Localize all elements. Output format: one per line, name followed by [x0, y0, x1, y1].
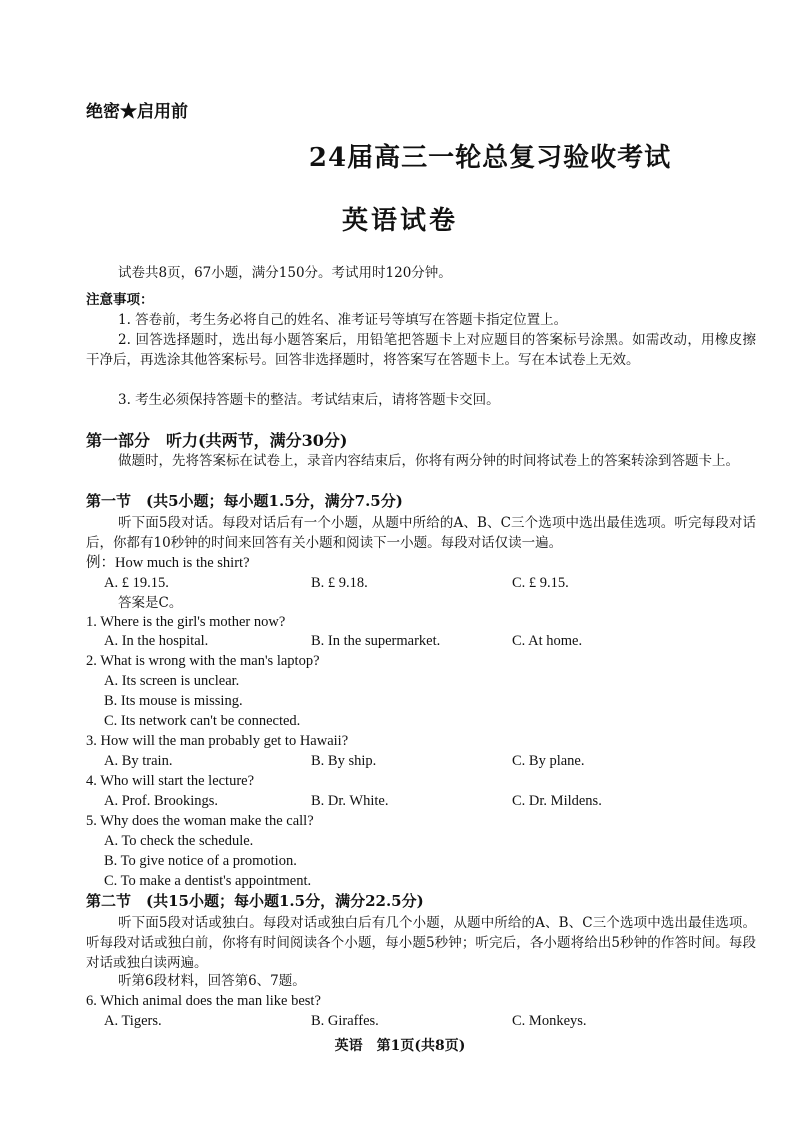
note-item-3: 3. 考生必须保持答题卡的整洁。考试结束后，请将答题卡交回。 [118, 392, 500, 408]
q2-option-c: C. Its network can't be connected. [104, 713, 301, 729]
example-question: 例：How much is the shirt? [86, 555, 250, 571]
q3-option-c: C. By plane. [512, 753, 585, 769]
question-5: 5. Why does the woman make the call? [86, 813, 314, 829]
example-option-b: B. £ 9.18. [311, 575, 368, 591]
section1-heading: 第一节 (共5小题；每小题1.5分，满分7.5分) [86, 492, 403, 510]
q3-option-a: A. By train. [104, 753, 173, 769]
q5-option-a: A. To check the schedule. [104, 833, 254, 849]
question-4: 4. Who will start the lecture? [86, 773, 255, 789]
q1-option-c: C. At home. [512, 633, 583, 649]
example-option-a: A. £ 19.15. [104, 575, 169, 591]
q4-option-b: B. Dr. White. [311, 793, 389, 809]
q5-option-b: B. To give notice of a promotion. [104, 853, 297, 869]
notes-heading: 注意事项： [86, 292, 154, 308]
paper-title: 英语试卷 [341, 206, 458, 236]
exam-title: 24届高三一轮总复习验收考试 [308, 143, 672, 173]
confidential-label: 绝密★启用前 [86, 102, 188, 122]
q2-option-a: A. Its screen is unclear. [104, 673, 240, 689]
q4-option-a: A. Prof. Brookings. [104, 793, 218, 809]
material-note: 听第6段材料，回答第6、7题。 [118, 973, 306, 989]
q6-option-a: A. Tigers. [104, 1013, 162, 1029]
question-1: 1. Where is the girl's mother now? [86, 614, 286, 630]
part1-heading: 第一部分 听力(共两节，满分30分) [86, 431, 348, 450]
page-footer: 英语 第1页(共8页) [334, 1038, 466, 1054]
exam-intro: 试卷共8页，67小题，满分150分。考试用时120分钟。 [118, 265, 452, 281]
example-answer: 答案是C。 [118, 595, 183, 611]
q2-option-b: B. Its mouse is missing. [104, 693, 243, 709]
question-3: 3. How will the man probably get to Hawaii? [86, 733, 349, 749]
q6-option-c: C. Monkeys. [512, 1013, 587, 1029]
example-option-c: C. £ 9.15. [512, 575, 569, 591]
part1-instructions: 做题时，先将答案标在试卷上，录音内容结束后，你将有两分钟的时间将试卷上的答案转涂到答题卡上。 [118, 453, 739, 469]
q5-option-c: C. To make a dentist's appointment. [104, 873, 312, 889]
question-2: 2. What is wrong with the man's laptop? [86, 653, 320, 669]
section2-instructions: 听下面5段对话或独白。每段对话或独白后有几个小题，从题中所给的A、B、C三个选项中选出最佳选项。听每段对话或独白前，你将有时间阅读各个小题，每小题5秒钟；听完后，各小题将给出5秒钟的作答时间。每段对话或独白读两遍。 [86, 915, 756, 971]
q3-option-b: B. By ship. [311, 753, 377, 769]
q1-option-b: B. In the supermarket. [311, 633, 441, 649]
q6-option-b: B. Giraffes. [311, 1013, 379, 1029]
q1-option-a: A. In the hospital. [104, 633, 209, 649]
q4-option-c: C. Dr. Mildens. [512, 793, 602, 809]
note-item-1: 1. 答卷前，考生务必将自己的姓名、准考证号等填写在答题卡指定位置上。 [118, 312, 568, 328]
note-item-2: 2. 回答选择题时，选出每小题答案后，用铅笔把答题卡上对应题目的答案标号涂黑。如需改动，用橡皮擦干净后，再选涂其他答案标号。回答非选择题时，将答案写在答题卡上。写在本试卷上无效。 [86, 332, 756, 368]
question-6: 6. Which animal does the man like best? [86, 993, 321, 1009]
section1-instructions: 听下面5段对话。每段对话后有一个小题，从题中所给的A、B、C三个选项中选出最佳选项。听完每段对话后，你都有10秒钟的时间来回答有关小题和阅读下一小题。每段对话仅读一遍。 [86, 515, 756, 551]
section2-heading: 第二节 (共15小题；每小题1.5分，满分22.5分) [86, 892, 424, 910]
